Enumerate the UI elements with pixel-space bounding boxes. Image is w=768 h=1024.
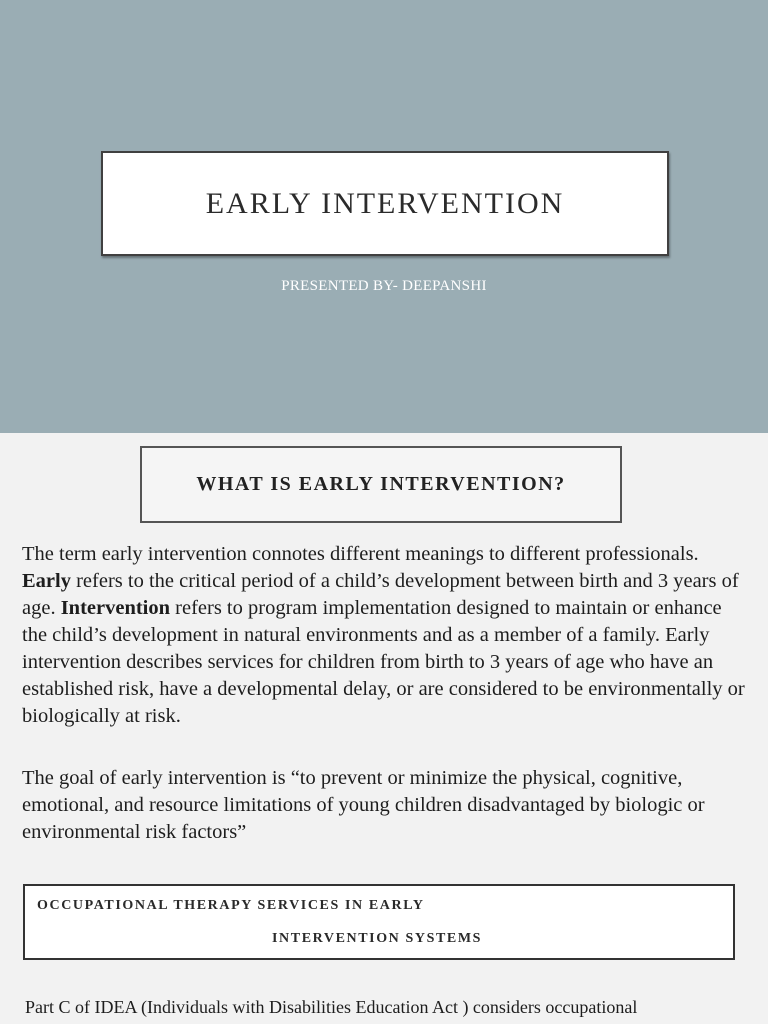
definition-text-2: refers to the critical period of a child’s development between birth and 3 years of age. — [22, 570, 739, 619]
goal-paragraph: The goal of early intervention is “to prevent or minimize the physical, cognitive, emotional, and resource limitations of young children disadvantaged by biologic or environmental risk factors” — [22, 767, 705, 843]
slide-title: EARLY INTERVENTION — [205, 186, 565, 220]
idea-paragraph: Part C of IDEA (Individuals with Disabilities Education Act ) considers occupational — [25, 997, 638, 1017]
title-slide — [0, 0, 768, 433]
ot-services-heading-box — [23, 884, 735, 960]
content-slide — [0, 433, 768, 1024]
section-heading: WHAT IS EARLY INTERVENTION? — [196, 473, 566, 495]
definition-text-1: The term early intervention connotes different meanings to different professionals. — [22, 543, 699, 565]
intervention-term: Intervention — [60, 597, 171, 619]
ot-heading-line-2: INTERVENTION SYSTEMS — [272, 931, 483, 946]
ot-heading-line-1: OCCUPATIONAL THERAPY SERVICES IN EARLY — [37, 898, 425, 913]
early-term: Early — [22, 570, 71, 592]
title-box — [101, 151, 669, 256]
definition-text-3: refers to program implementation designed to maintain or enhance the child’s development in natural environments and as a member of a family. Early intervention describes services for children from birth to 3 years of age who have an established risk, have a developmental delay, or are considered to be environmentally or biologically at risk. — [22, 597, 745, 727]
presenter-subtitle: PRESENTED BY- DEEPANSHI — [281, 278, 487, 294]
section-heading-box — [140, 446, 622, 523]
definition-paragraph — [22, 541, 750, 730]
